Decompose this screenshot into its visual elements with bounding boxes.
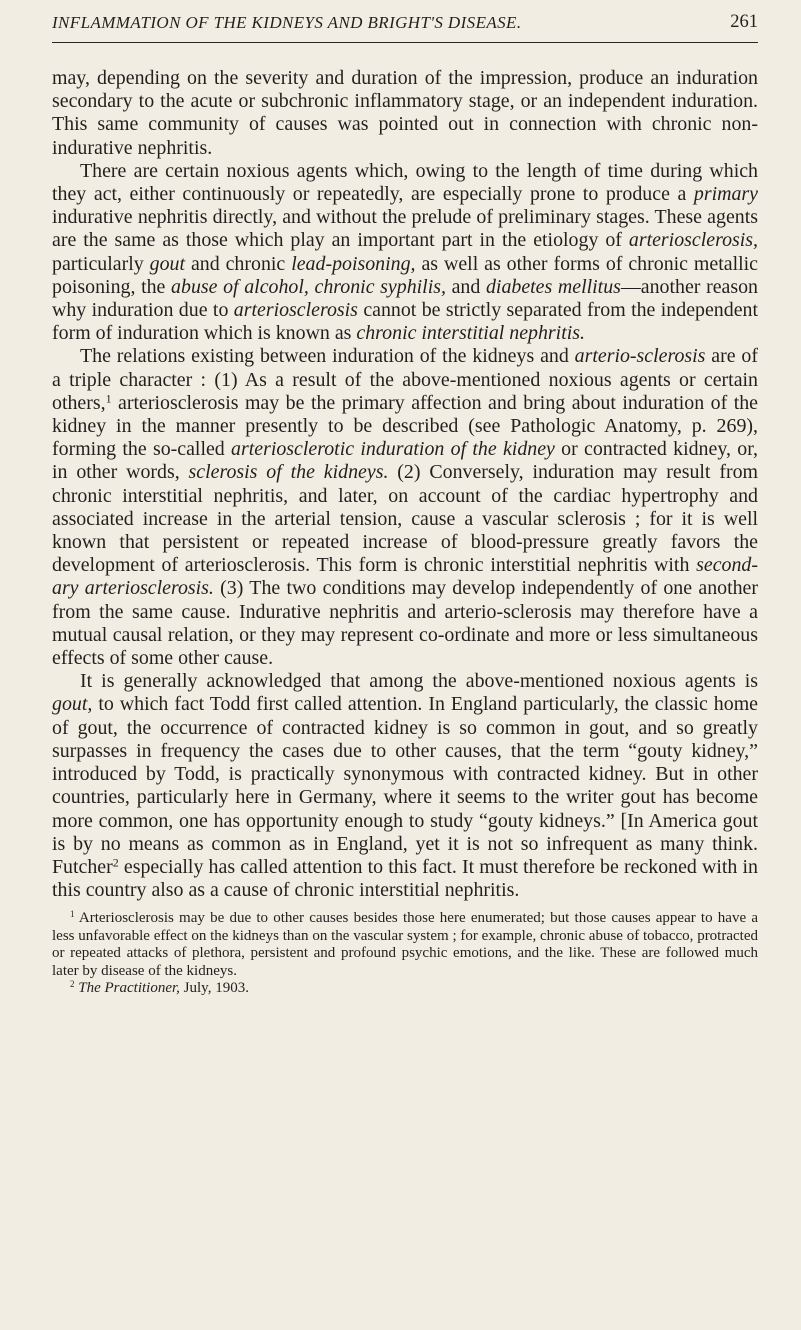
text-run: (2) Conversely, induration may result from chronic interstitial nephritis, and later, on account of the cardiac hypertrophy and associated increase in the arterial tension, cause a vascular sclerosis ; for it is well known that persistent or repeated increase of blood-pressure greatly favors the development of arteriosclerosis. This form is chronic interstitial nephritis with — [52, 461, 758, 577]
footnote-marker: 1 — [105, 391, 112, 406]
italic-text: arterio-sclerosis — [574, 345, 706, 368]
text-run: —another reason why induration due to — [52, 275, 758, 322]
italic-text: sclerosis of the kidneys. — [188, 461, 389, 484]
body-text — [52, 67, 758, 902]
text-run: to which fact Todd first called attention. In England particularly, the classic home of gout, the occurrence of contracted kidney is so common in gout, and so greatly surpasses in frequency the cases due to other causes, that the term “gouty kidney,” introduced by Todd, is practically synonymous with contracted kidney. But in other countries, particularly here in Germany, where it seems to the writer gout has become more common, one has opportunity enough to study “gouty kidneys.” [In America gout is by no means as common as in England, yet it is not so infrequent as many think. Futcher — [52, 693, 758, 878]
text-run: cannot be strictly separated from the independent form of induration which is known as — [52, 299, 758, 345]
text-run: Arteriosclerosis may be due to other causes besides those here enumerated; but those causes appear to have a less unfavorable effect on the kidneys than on the vascular system ; for example, chronic abuse of tobacco, protracted or repeated attacks of plethora, persistent and profound psychic emotions, and the like. These are followed much later by disease of the kidneys. — [52, 910, 758, 979]
text-run: as well as other forms of chronic metallic poisoning, the — [52, 252, 758, 298]
italic-text: The Practitioner, — [78, 979, 180, 996]
text-run: The relations existing between induration of the kidneys and — [80, 345, 575, 368]
paragraph-4 — [52, 670, 758, 902]
text-run: are of a triple character : (1) As a result of the above-mentioned noxious agents or certain others, — [52, 345, 758, 414]
text-run: particularly — [52, 252, 150, 275]
paragraph-3 — [52, 345, 758, 670]
italic-text: arteriosclerotic induration of the kidney — [231, 438, 555, 461]
italic-text: chronic interstitial nephritis. — [356, 322, 585, 345]
running-head: INFLAMMATION OF THE KIDNEYS AND BRIGHT'S DISEASE. — [52, 13, 522, 32]
text-run: especially has called attention to this fact. It must therefore be reckoned with in this country also as a cause of chronic interstitial nephritis. — [52, 855, 758, 902]
italic-text: gout, — [52, 693, 93, 716]
italic-text: abuse of alcohol, chronic syphilis, — [171, 275, 446, 298]
footnote-2 — [52, 980, 758, 997]
italic-text: gout — [149, 252, 185, 275]
italic-text: primary — [693, 183, 758, 206]
paragraph-1 — [52, 67, 758, 160]
footnote-1 — [52, 910, 758, 980]
italic-text: arteriosclerosis — [233, 299, 358, 322]
text-run: There are certain noxious agents which, owing to the length of time during which they act, either continuously or repeatedly, are especially prone to produce a — [52, 159, 758, 206]
italic-text: diabetes mellitus — [485, 275, 621, 298]
text-run: July, 1903. — [179, 979, 249, 996]
footnotes — [52, 910, 758, 997]
text-run: and — [445, 275, 486, 298]
footnote-marker: 1 — [70, 909, 75, 920]
text-run: indurative nephritis directly, and without the prelude of preliminary stages. These agents are the same as those which play an important part in the etiology of — [52, 206, 758, 252]
text-run: may, depending on the severity and duration of the impression, produce an induration secondary to the acute or subchronic inflammatory stage, or an independent induration. This same community of causes was pointed out in connection with chronic non-indurative nephritis. — [52, 67, 758, 159]
book-page — [52, 12, 758, 997]
page-header — [52, 12, 758, 43]
text-run: It is generally acknowledged that among the above-mentioned noxious agents is — [80, 670, 758, 693]
footnote-marker: 2 — [112, 855, 119, 870]
page-number: 261 — [730, 12, 758, 32]
paragraph-2 — [52, 160, 758, 346]
text-run: or contracted kidney, or, in other words, — [52, 438, 758, 484]
italic-text: arteriosclerosis, — [628, 229, 758, 252]
text-run: and chronic — [185, 252, 292, 275]
text-run: (3) The two conditions may develop independently of one another from the same cause. Indurative nephritis and arterio-sclerosis may therefore have a mutual causal relation, or they may represent co-ordinate and more or less simultaneous effects of some other cause. — [52, 577, 759, 670]
italic-text: second-ary arteriosclerosis. — [52, 554, 758, 600]
footnote-marker: 2 — [70, 979, 75, 989]
italic-text: lead-poisoning, — [291, 252, 416, 275]
text-run: arteriosclerosis may be the primary affection and bring about induration of the kidney in the manner presently to be described (see Pathologic Anatomy, p. 269), forming the so-called — [52, 391, 758, 461]
